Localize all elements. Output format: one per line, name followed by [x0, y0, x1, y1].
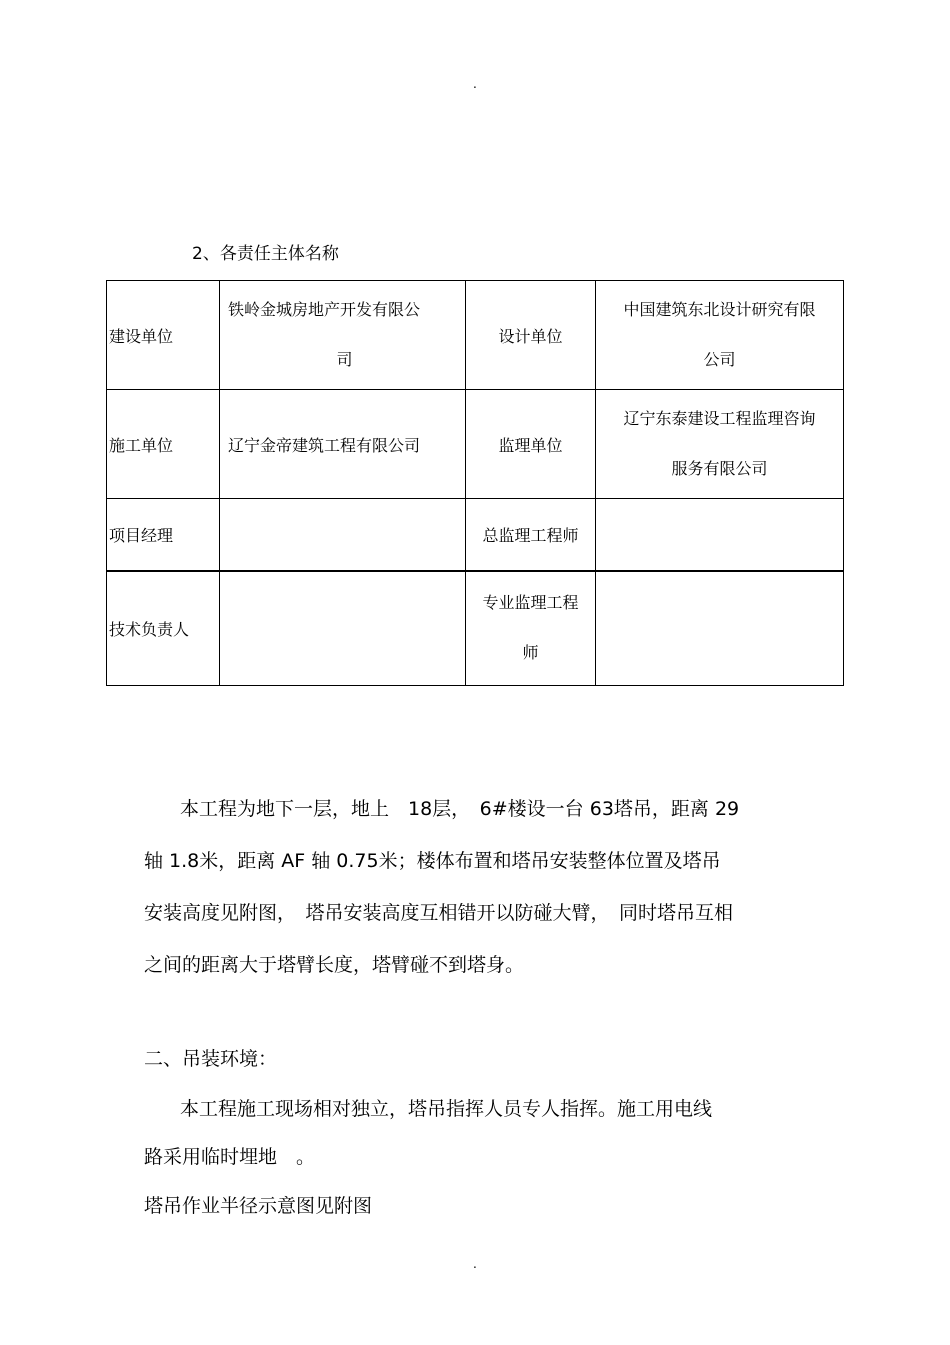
paragraph-line: 路采用临时埋地 。 — [144, 1146, 316, 1168]
page-top-mark: . — [473, 77, 477, 91]
table-cell-value — [596, 499, 844, 571]
paragraph-line: 本工程施工现场相对独立，塔吊指挥人员专人指挥。施工用电线 — [180, 1098, 713, 1120]
table-row — [107, 281, 844, 390]
paragraph-line: 轴 1.8米，距离 AF 轴 0.75米；楼体布置和塔吊安装整体位置及塔吊 — [144, 850, 721, 872]
table-cell-label: 专业监理工程 师 — [466, 571, 596, 686]
section-title: 2、各责任主体名称 — [192, 244, 339, 264]
closing-line: 塔吊作业半径示意图见附图 — [144, 1195, 373, 1217]
paragraph-line: 安装高度见附图， 塔吊安装高度互相错开以防碰大臂， 同时塔吊互相 — [144, 902, 734, 924]
table-cell-label: 施工单位 — [107, 390, 220, 499]
table-cell-value: 中国建筑东北设计研究有限 公司 — [596, 281, 844, 390]
paragraph-line: 本工程为地下一层，地上 18层， 6#楼设一台 63塔吊，距离 29 — [180, 798, 740, 820]
table-cell-label: 建设单位 — [107, 281, 220, 390]
table-row — [107, 390, 844, 499]
table-cell-value: 辽宁金帝建筑工程有限公司 — [220, 390, 466, 499]
table-cell-label: 技术负责人 — [107, 571, 220, 686]
page-bottom-mark: . — [473, 1257, 477, 1271]
section-heading-lifting-environment: 二、吊装环境： — [144, 1048, 278, 1070]
paragraph-line: 之间的距离大于塔臂长度，塔臂碰不到塔身。 — [144, 954, 525, 976]
project-description-paragraph — [144, 783, 809, 991]
table-cell-value — [596, 571, 844, 686]
responsibility-table — [106, 280, 844, 686]
table-cell-value: 辽宁东泰建设工程监理咨询 服务有限公司 — [596, 390, 844, 499]
table-cell-label: 总监理工程师 — [466, 499, 596, 571]
table-cell-value — [220, 499, 466, 571]
table-cell-label: 设计单位 — [466, 281, 596, 390]
table-cell-label: 监理单位 — [466, 390, 596, 499]
table-cell-value — [220, 571, 466, 686]
table-cell-label: 项目经理 — [107, 499, 220, 571]
table-row — [107, 571, 844, 686]
table-row — [107, 499, 844, 571]
table-cell-value: 铁岭金城房地产开发有限公 司 — [220, 281, 466, 390]
